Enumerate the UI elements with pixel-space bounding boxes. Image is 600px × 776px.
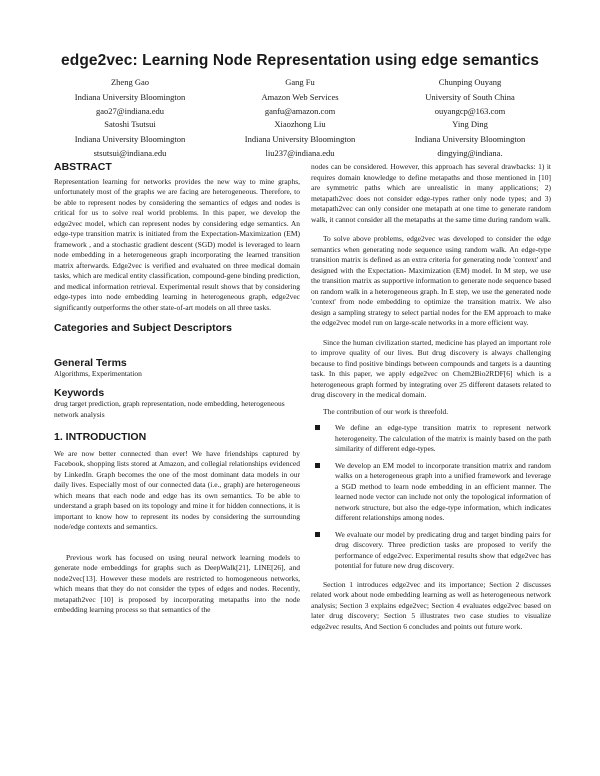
author-email: ouyangcp@163.com	[434, 106, 506, 116]
general-terms-heading: General Terms	[54, 356, 127, 369]
author-affiliation: Indiana University Bloomington	[244, 133, 356, 144]
author-6	[380, 118, 560, 162]
abstract-text: Representation learning for networks provides the new way to mine graphs, unfortunately most of the graphs we are facing are heterogeneous. Therefore, to be able to represent nodes by considering the semantics of edges and nodes is critical for us to solve real world problems. In this paper, we develop the edge2vec model, which can represent nodes by considering edge semantics. An edge-type transition matrix is initiated from the Expectation-Maximization (EM) framework , and a stochastic gradient descent (SGD) model is leveraged to learn node embedding in a heterogeneous graph incorporating the learned transition matrix afterwards. Edge2vec is verified and evaluated on three medical domain tasks, which are medical entity classification, compound-gene binding prediction, and medical information retrieval. Experimental result shows that by considering edge-types into node embedding learning in heterogeneous graph, edge2vec significantly outperforms the other state-of-art models on all three tasks.	[54, 176, 300, 312]
author-name: Ying Ding	[452, 119, 488, 129]
author-name: Gang Fu	[285, 77, 315, 87]
bullet-text: We develop an EM model to incorporate transition matrix and random walks on a heterogeneous graph into a unified framework and leverage a SGD method to learn node embedding in an efficient manner. The learned node vector can include not only the topological information of network structure, but also the edge-type information, which indicates different relationships among nodes.	[335, 460, 551, 522]
keywords-text: drug target prediction, graph representation, node embedding, heterogeneous network analysis	[54, 399, 285, 419]
categories-heading: Categories and Subject Descriptors	[54, 322, 232, 334]
bullet-text: We evaluate our model by predicating drug and target binding pairs for drug discovery. Three prediction tasks are proposed to verify the performance of edge2vec. Experimental results show that edge2vec has potential for future new drug discovery.	[335, 529, 551, 570]
keywords-heading: Keywords	[54, 386, 105, 399]
right-paragraph-4: Section 1 introduces edge2vec and its importance; Section 2 discusses related work about node embedding learning as well as heterogeneous network analysis; Section 3 explains edge2vec; Section 4 evaluates edge2vec based on later drug discovery; Section 5 illustrates two case studies to visualize edge2vec results, And Section 6 concludes and points out future work.	[311, 579, 551, 631]
author-affiliation: Indiana University Bloomington	[74, 91, 186, 102]
author-3	[380, 76, 560, 120]
author-email: gao27@indiana.edu	[95, 106, 165, 116]
contribution-list	[311, 423, 551, 572]
author-email: liu237@indiana.edu	[265, 148, 335, 158]
square-bullet-icon	[315, 463, 320, 468]
right-column	[311, 162, 551, 632]
contribution-intro: The contribution of our work is threefold.	[323, 406, 449, 416]
author-name: Xiaozhong Liu	[274, 119, 326, 129]
author-2	[210, 76, 390, 120]
author-affiliation: Indiana University Bloomington	[74, 133, 186, 144]
author-name: Chunping Ouyang	[438, 77, 502, 87]
list-item	[311, 423, 551, 455]
left-column	[54, 162, 300, 616]
author-affiliation: Indiana University Bloomington	[414, 133, 526, 144]
author-name: Zheng Gao	[110, 77, 149, 87]
right-paragraph-1: nodes can be considered. However, this approach has several drawbacks: 1) it requires domain knowledge to define metapaths and those mentioned in [10] are symmetric paths which are unrealistic in many applications; 2) metapath2vec does not consider edge-types rather only node types; and 3) metapath2vec can only consider one metapath at one time to generate random walk, it cannot consider all the metapaths at the same time during random walk.	[311, 162, 551, 224]
author-affiliation: Amazon Web Services	[261, 91, 339, 102]
author-email: stsutsui@indiana.edu	[93, 148, 167, 158]
intro-paragraph-2: Previous work has focused on using neural network learning models to generate node embeddings for graphs such as DeepWalk[21], LINE[26], and node2vec[13]. However these models are restricted to homogeneous networks, which means that they do not consider the types of edges and nodes. Recently, metapath2vec [10] is proposed by incorporating metapaths into the node embedding learning process so that semantics of the	[54, 552, 300, 614]
square-bullet-icon	[315, 425, 320, 430]
list-item	[311, 461, 551, 524]
author-1	[40, 76, 220, 120]
author-affiliation: University of South China	[425, 91, 515, 102]
right-paragraph-2: To solve above problems, edge2vec was developed to consider the edge semantics when generating node sequence using random walk. An edge-type transition matrix is defined as an extra criteria for generating node 'context' and designed with the Expectation- Maximization (EM) model. In M step, we use the transition matrix as supportive information to generate node sequence based on random walk in a heterogeneous graph. In E step, we use the generated node 'context' from node embedding to optimize the transition matrix. We also design a sampling strategy to select partial nodes for the EM approach to make the edge2vec model run on large-scale networks in a more efficient way.	[311, 234, 551, 327]
intro-paragraph-1: We are now better connected than ever! We have friendships captured by Facebook, shopping lists stored at Amazon, and collegial relationships evidenced by LinkedIn. Graph becomes the one of the most dominant data models in our daily lives. Especially most of our connected data (i.e., graph) are heterogeneous which means that each node and edge has its own semantics. To be able to understand a graph based on its topology and mine it for hidden connections, it is important to know how to represent its nodes by considering the surrounding node/edge contexts and semantics.	[54, 448, 300, 531]
general-terms-text: Algorithms, Experimentation	[54, 369, 142, 378]
bullet-text: We define an edge-type transition matrix to represent network heterogeneity. The calculation of the matrix is mainly based on the path similarity of different edge-types.	[335, 423, 551, 453]
introduction-heading: 1. INTRODUCTION	[54, 431, 147, 443]
paper-title: edge2vec: Learning Node Representation using edge semantics	[61, 52, 539, 69]
author-5	[210, 118, 390, 162]
right-paragraph-3: Since the human civilization started, medicine has played an important role to improve quality of our lives. But drug discovery is always challenging because to find positive bindings between compounds and targets is a daunting task. In this paper, we apply edge2vec on Chem2Bio2RDF[6] which is a heterogeneous graph formed by integrating over 25 different datasets related to drug discovery in the medical domain.	[311, 337, 551, 399]
author-email: dingying@indiana.	[437, 148, 503, 158]
author-email: ganfu@amazon.com	[264, 106, 336, 116]
author-4	[40, 118, 220, 162]
square-bullet-icon	[315, 532, 320, 537]
abstract-heading: ABSTRACT	[54, 161, 112, 173]
author-name: Satoshi Tsutsui	[104, 119, 156, 129]
list-item	[311, 530, 551, 572]
